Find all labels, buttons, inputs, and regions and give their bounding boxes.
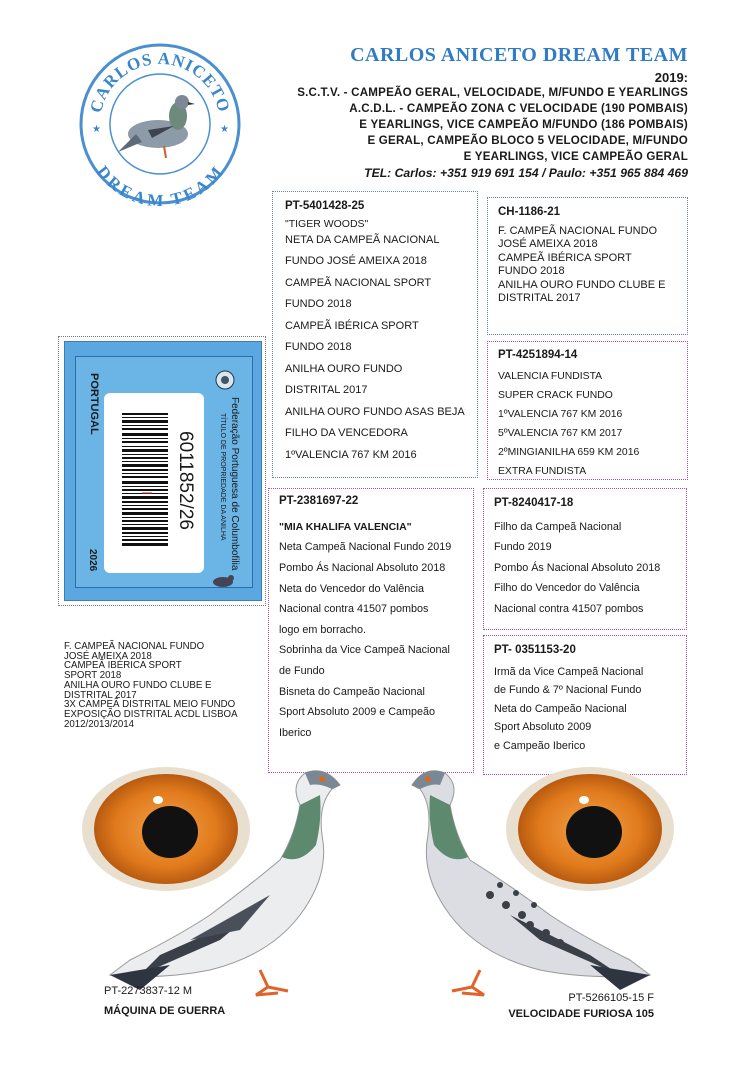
box-line: Bisneta do Campeão Nacional [279, 685, 425, 698]
box-line: CAMPEÃ IBÉRICA SPORT [498, 251, 632, 264]
box-line: Fundo 2019 [494, 541, 552, 554]
header-year: 2019: [654, 70, 688, 85]
box-line: FUNDO 2018 [285, 341, 352, 354]
box-line: FILHO DA VENCEDORA [285, 427, 408, 440]
box-line: Nacional contra 41507 pombos [494, 602, 644, 615]
svg-text:CARLOS ANICETO [86, 49, 234, 115]
right-bird-ring: PT-5266105-15 F [568, 992, 654, 1004]
box-line: "TIGER WOODS" [285, 217, 369, 230]
box-line: 5ºVALENCIA 767 KM 2017 [498, 427, 623, 439]
ring-ownership-certificate [64, 341, 262, 601]
box-line: Filho da Campeã Nacional [494, 520, 622, 533]
box-line: VALENCIA FUNDISTA [498, 370, 603, 382]
list-item: CAMPEÃ IBÉRICA SPORT [64, 660, 182, 672]
box-line: Filho do Vencedor do Valência [494, 582, 640, 595]
left-pigeon-image [100, 765, 350, 1010]
list-item: ANILHA OURO FUNDO CLUBE E [64, 679, 212, 691]
box-line: FUNDO 2018 [285, 298, 352, 311]
box-line: 1ºVALENCIA 767 KM 2016 [498, 408, 623, 420]
page-title: CARLOS ANICETO DREAM TEAM [350, 44, 688, 66]
box-line: 1ºVALENCIA 767 KM 2016 [285, 448, 417, 461]
ring-number: PT-4251894-14 [498, 349, 578, 361]
left-bird-name: MÁQUINA DE GUERRA [104, 1005, 226, 1017]
list-item: EXPOSIÇÃO DISTRITAL ACDL LISBOA [64, 708, 238, 720]
achievements-list [64, 642, 264, 729]
box-line: ANILHA OURO FUNDO [285, 362, 403, 375]
left-bird-caption [104, 985, 225, 1017]
box-line: Neta do Vencedor do Valência [279, 582, 425, 595]
list-item: F. CAMPEÃ NACIONAL FUNDO [64, 641, 205, 652]
pedigree-box-father [272, 191, 478, 478]
box-line: Sport Absoluto 2009 [494, 721, 592, 734]
box-line: JOSÉ AMEIXA 2018 [498, 238, 598, 251]
ring-number: CH-1186-21 [498, 206, 561, 218]
pedigree-box-grandsire [487, 341, 688, 480]
right-pigeon-image [410, 765, 660, 1010]
box-line: e Campeão Iberico [494, 739, 586, 752]
ring-number: PT-8240417-18 [494, 497, 574, 509]
list-item: 3X CAMPEÃ DISTRITAL MEIO FUNDO [64, 699, 236, 711]
contact-phones: TEL: Carlos: +351 919 691 154 / Paulo: +351 965 884 469 [364, 166, 688, 180]
seal-bottom-text: DREAM TEAM [92, 162, 227, 206]
country-label: PORTUGAL [88, 373, 100, 435]
header-line: E YEARLINGS, VICE CAMPEÃO GERAL [463, 150, 688, 163]
box-line: EXTRA FUNDISTA [498, 465, 587, 477]
box-line: CAMPEÃ IBÉRICA SPORT [285, 319, 419, 332]
box-line: ANILHA OURO FUNDO ASAS BEJA [285, 405, 465, 418]
certificate-panel [75, 356, 253, 588]
list-item: DISTRITAL 2017 [64, 689, 137, 701]
box-line: NETA DA CAMPEÃ NACIONAL [285, 233, 440, 246]
ring-number: PT- 0351153-20 [494, 644, 576, 656]
ring-number: PT-2381697-22 [279, 495, 359, 507]
federation-name: Federação Portuguesa de Columbofilia [229, 397, 240, 571]
svg-text:★: ★ [220, 124, 229, 135]
pedigree-box-mother [487, 197, 688, 335]
barcode-card [104, 393, 204, 573]
box-line: 2ºMINGIANILHA 659 KM 2016 [498, 446, 640, 458]
box-line: de Fundo [279, 664, 325, 677]
box-line: SUPER CRACK FUNDO [498, 389, 613, 401]
box-line: DISTRITAL 2017 [285, 384, 368, 397]
box-line: Sobrinha da Vice Campeã Nacional [279, 644, 450, 657]
list-item: SPORT 2018 [64, 670, 122, 682]
box-line: Irmã da Vice Campeã Nacional [494, 665, 644, 678]
right-bird-name: VELOCIDADE FURIOSA 105 [508, 1008, 654, 1020]
certificate-year: 2026 [87, 549, 98, 572]
box-line: Pombo Ás Nacional Absoluto 2018 [494, 561, 661, 574]
box-line: Pombo Ás Nacional Absoluto 2018 [279, 561, 446, 574]
box-line: "MIA KHALIFA VALENCIA" [279, 520, 412, 533]
right-bird-caption [508, 992, 654, 1020]
list-item: 2012/2013/2014 [64, 718, 135, 730]
box-line: FUNDO JOSÉ AMEIXA 2018 [285, 255, 427, 268]
box-line: F. CAMPEÃ NACIONAL FUNDO [498, 224, 658, 237]
box-line: logo em borracho. [279, 623, 367, 636]
ring-number-large: 6011852/26 [175, 431, 196, 530]
ring-number: PT-5401428-25 [285, 200, 365, 212]
box-line: Nacional contra 41507 pombos [279, 603, 429, 616]
federation-emblem-icon [214, 369, 236, 391]
header-line: E YEARLINGS, VICE CAMPEÃO M/FUNDO (186 POMBAIS) [359, 118, 688, 131]
list-item: JOSÉ AMEIXA 2018 [64, 650, 152, 662]
box-line: Iberico [279, 726, 312, 739]
certificate-subtitle: TÍTULO DE PROPRIEDADE DA ANILHA [219, 413, 226, 541]
pigeon-icon [118, 95, 195, 158]
box-line: DISTRITAL 2017 [498, 292, 581, 305]
team-seal-logo [78, 42, 242, 206]
pigeon-emblem-icon [210, 573, 236, 589]
box-line: Neta Campeã Nacional Fundo 2019 [279, 541, 452, 554]
header-line: A.C.D.L. - CAMPEÃO ZONA C VELOCIDADE (190 POMBAIS) [349, 102, 688, 115]
svg-text:★: ★ [92, 124, 101, 135]
box-line: de Fundo & 7º Nacional Fundo [494, 684, 642, 697]
header-line: S.C.T.V. - CAMPEÃO GERAL, VELOCIDADE, M/FUNDO E YEARLINGS [297, 86, 688, 99]
svg-text:DREAM TEAM [93, 162, 227, 206]
pedigree-box-sister [483, 635, 687, 775]
left-bird-ring: PT-2273837-12 M [104, 985, 193, 997]
seal-top-text: CARLOS ANICETO [86, 48, 234, 115]
box-line: Neta do Campeão Nacional [494, 702, 627, 715]
pedigree-box-granddam [483, 488, 687, 630]
box-line: FUNDO 2018 [498, 265, 565, 278]
box-line: ANILHA OURO FUNDO CLUBE E [498, 278, 666, 291]
box-line: Sport Absoluto 2009 e Campeão [279, 706, 436, 719]
header-line: E GERAL, CAMPEÃO BLOCO 5 VELOCIDADE, M/FUNDO [367, 134, 688, 147]
pedigree-box-dam [268, 488, 474, 773]
box-line: CAMPEÃ NACIONAL SPORT [285, 276, 432, 289]
